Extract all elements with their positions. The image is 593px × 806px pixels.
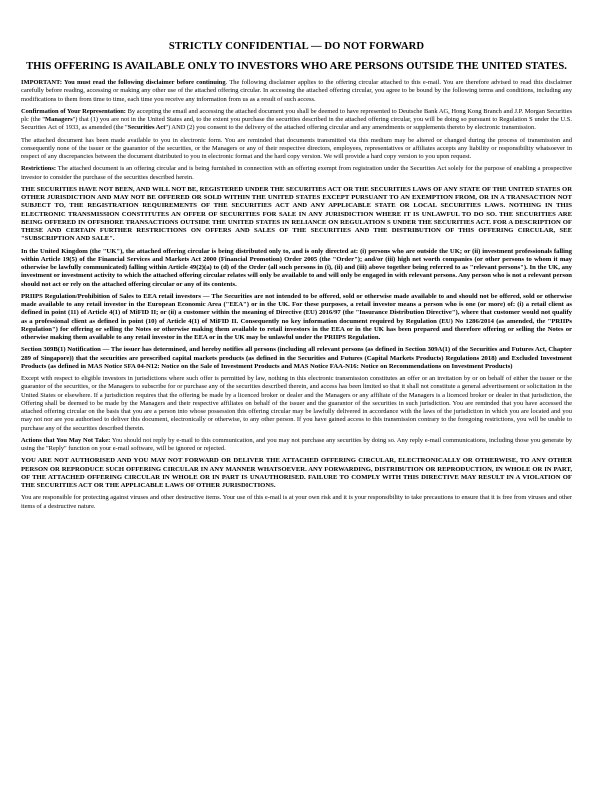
uk-notice-paragraph: In the United Kingdom (the "UK"), the attached offering circular is being distributed only to, and is only directed at: (i) persons who are outside the UK; or (ii) investment professionals falling within Article 19(5) of the Financial Services and Markets Act 2000 (Financial Promotion) Order 2005 (the "Order"); and/or (iii) high net worth companies (or other persons to whom it may otherwise be lawfully communicated) falling within Article 49(2)(a) to (d) of the Order (all such persons in (i), (ii) and (iii) above together being referred to as "relevant persons"). In the UK, any investment or investment activity to which the attached offering circular relates will only be available to and will only be engaged in with relevant persons. Any person who is not a relevant person should not act or rely on the attached offering circular or any of its contents.: [21, 247, 572, 288]
confirmation-body-2: ") that (1) you are not in the United States and, to the extent you purchase the securities described in the attached offering circular, you will be doing so pursuant to Regulation S under the U.S. Securities Act of 1933, as amended (the ": [21, 116, 572, 132]
restrictions-paragraph: [21, 165, 572, 182]
actions-body: You should not reply by e-mail to this communication, and you may not purchase any securities by doing so. Any reply e-mail communications, including those you generate by using the "Reply" function on your e-mail software, will be ignored or rejected.: [21, 436, 573, 452]
securities-notice-paragraph: THE SECURITIES HAVE NOT BEEN, AND WILL NOT BE, REGISTERED UNDER THE SECURITIES ACT OR THE SECURITIES LAWS OF ANY STATE OF THE UNITED STATES OR OTHER JURISDICTION AND MAY NOT BE OFFERED OR SOLD WITHIN THE UNITED STATES EXCEPT PURSUANT TO AN EXEMPTION FROM, OR IN A TRANSACTION NOT SUBJECT TO, THE REGISTRATION REQUIREMENTS OF THE SECURITIES ACT AND ANY APPLICABLE STATE OR LOCAL SECURITIES LAWS. NOTHING IN THIS ELECTRONIC TRANSMISSION CONSTITUTES AN OFFER OF SECURITIES FOR SALE IN ANY JURISDICTION WHERE IT IS UNLAWFUL TO DO SO. THE SECURITIES ARE BEING OFFERED IN OFFSHORE TRANSACTIONS OUTSIDE THE UNITED STATES IN RELIANCE ON REGULATION S UNDER THE SECURITIES ACT. FOR A DESCRIPTION OF THESE AND CERTAIN FURTHER RESTRICTIONS ON OFFERS AND SALES OF THE SECURITIES AND THE DISTRIBUTION OF THIS OFFERING CIRCULAR, SEE "SUBSCRIPTION AND SALE".: [21, 185, 572, 243]
electronic-form-paragraph: The attached document has been made available to you in electronic form. You are reminded that documents transmitted via this medium may be altered or changed during the process of transmission and consequently none of the issuer or the guarantor of the securities, or the Managers or any of their respective directors, employees, representatives or affiliates accepts any liability or responsibility whatsoever in respect of any discrepancies between the document distributed to you in electronic format and the hard copy version. We will provide a hard copy version to you upon request.: [21, 136, 572, 160]
confirmation-lead: Confirmation of Your Representation:: [21, 107, 126, 115]
confirmation-body-3: ") AND (2) you consent to the delivery of the attached offering circular and any amendments or supplements thereto by electronic transmission.: [165, 124, 536, 132]
section-309b-paragraph: Section 309B(1) Notification — The issuer has determined, and hereby notifies all persons (including all relevant persons (as defined in Section 309A(1) of the Securities and Futures Act, Chapter 289 of Singapore)) that the securities are prescribed capital markets products (as defined in the Securities and Futures (Capital Markets Products) Regulations 2018) and Excluded Investment Products (as defined in MAS Notice SFA 04-N12: Notice on the Sale of Investment Products and MAS Notice FAA-N16: Notice on Recommendations on Investment Products): [21, 346, 572, 370]
important-body: . The following disclaimer applies to the offering circular attached to this e-mail. You are therefore advised to read this disclaimer carefully before reading, accessing or making any other use of the attached offering circular. In accessing the attached offering circular, you agree to be bound by the following terms and conditions, including any modifications to them from time to time, each time you receive any information from us as a result of such access.: [21, 79, 572, 103]
offering-availability-heading: THIS OFFERING IS AVAILABLE ONLY TO INVESTORS WHO ARE PERSONS OUTSIDE THE UNITED STATES.: [26, 61, 567, 72]
restrictions-lead: Restrictions:: [21, 165, 57, 173]
securities-act-term: Securities Act: [127, 124, 166, 132]
important-paragraph: [21, 79, 572, 104]
except-paragraph: Except with respect to eligible investors in jurisdictions where such offer is permitted by law, nothing in this electronic transmission constitutes an offer or an invitation by or on behalf of either the issuer or the guarantor of the securities, or the Managers to subscribe for or purchase any of the securities described therein, and access has been limited so that it shall not constitute a general advertisement or solicitation in the United States or elsewhere. If a jurisdiction requires that the offering be made by a licenced broker or dealer and the Managers or any affiliate of the Managers is a licenced broker or dealer in that jurisdiction, the Offering shall be deemed to be made by the Managers and their respective affiliates on behalf of the issuer and the guarantor of the securities in such jurisdiction. You are reminded that you have accessed the attached offering circular on the basis that you are a person into whose possession this offering circular may be lawfully delivered in accordance with the laws of the jurisdiction in which you are located and you may not nor are you authorised to deliver this document, electronically or otherwise, to any other person. If you have gained access to this transmission contrary to the foregoing restrictions, you will be unable to purchase any of the securities described therein.: [21, 375, 572, 432]
confidential-heading: STRICTLY CONFIDENTIAL — DO NOT FORWARD: [168, 41, 425, 52]
managers-term: Managers: [45, 116, 73, 123]
priips-notice-paragraph: PRIIPS Regulation/Prohibition of Sales to EEA retail investors — The Securities are not intended to be offered, sold or otherwise made available to and should not be offered, sold or otherwise made available to any retail investor in the European Economic Area ("EEA") or in the UK. For these purposes, a retail investor means a person who is one (or more) of: (i) a retail client as defined in point (11) of Article 4(1) of MiFID II; or (ii) a customer within the meaning of Directive (EU) 2016/97 (the "Insurance Distribution Directive"), where that customer would not qualify as a professional client as defined in point (10) of Article 4(1) of MiFID II. Consequently no key information document required by Regulation (EU) No 1286/2014 (as amended, the "PRIIPs Regulation") for offering or selling the Notes or otherwise making them available to retail investors in the EEA or in the UK has been prepared and therefore offering or selling the Notes or otherwise making them available to any retail investor in the EEA or in the UK may be unlawful under the PRIIPS Regulation.: [21, 292, 572, 341]
important-lead: IMPORTANT: You must read the following disclaimer before continuing: [21, 79, 226, 86]
actions-paragraph: [21, 437, 572, 454]
restrictions-body: The attached document is an offering circular and is being furnished in connection with an offering exempt from registration under the Securities Act solely for the purpose of enabling a prospective investor to consider the purchase of the securities described herein.: [21, 165, 572, 181]
responsibility-paragraph: You are responsible for protecting against viruses and other destructive items. Your use of this e-mail is at your own risk and it is your responsibility to take precautions to ensure that it is free from viruses and other items of a destructive nature.: [21, 494, 572, 510]
not-authorised-paragraph: YOU ARE NOT AUTHORISED AND YOU MAY NOT FORWARD OR DELIVER THE ATTACHED OFFERING CIRCULAR, ELECTRONICALLY OR OTHERWISE, TO ANY OTHER PERSON OR REPRODUCE SUCH OFFERING CIRCULAR IN ANY MANNER WHATSOEVER. ANY FORWARDING, DISTRIBUTION OR REPRODUCTION, IN WHOLE OR IN PART, OF THE ATTACHED OFFERING CIRCULAR IN WHOLE OR IN PART IS UNAUTHORISED. FAILURE TO COMPLY WITH THIS DIRECTIVE MAY RESULT IN A VIOLATION OF THE SECURITIES ACT OR THE APPLICABLE LAWS OF OTHER JURISDICTIONS.: [21, 457, 572, 489]
confirmation-body-1: By accepting the email and accessing the attached document you shall be deemed to have represented to Deutsche Bank AG, Hong Kong Branch and J.P. Morgan Securities plc (the ": [21, 107, 573, 123]
confirmation-paragraph: [21, 108, 572, 133]
actions-lead: Actions that You May Not Take:: [21, 436, 111, 444]
